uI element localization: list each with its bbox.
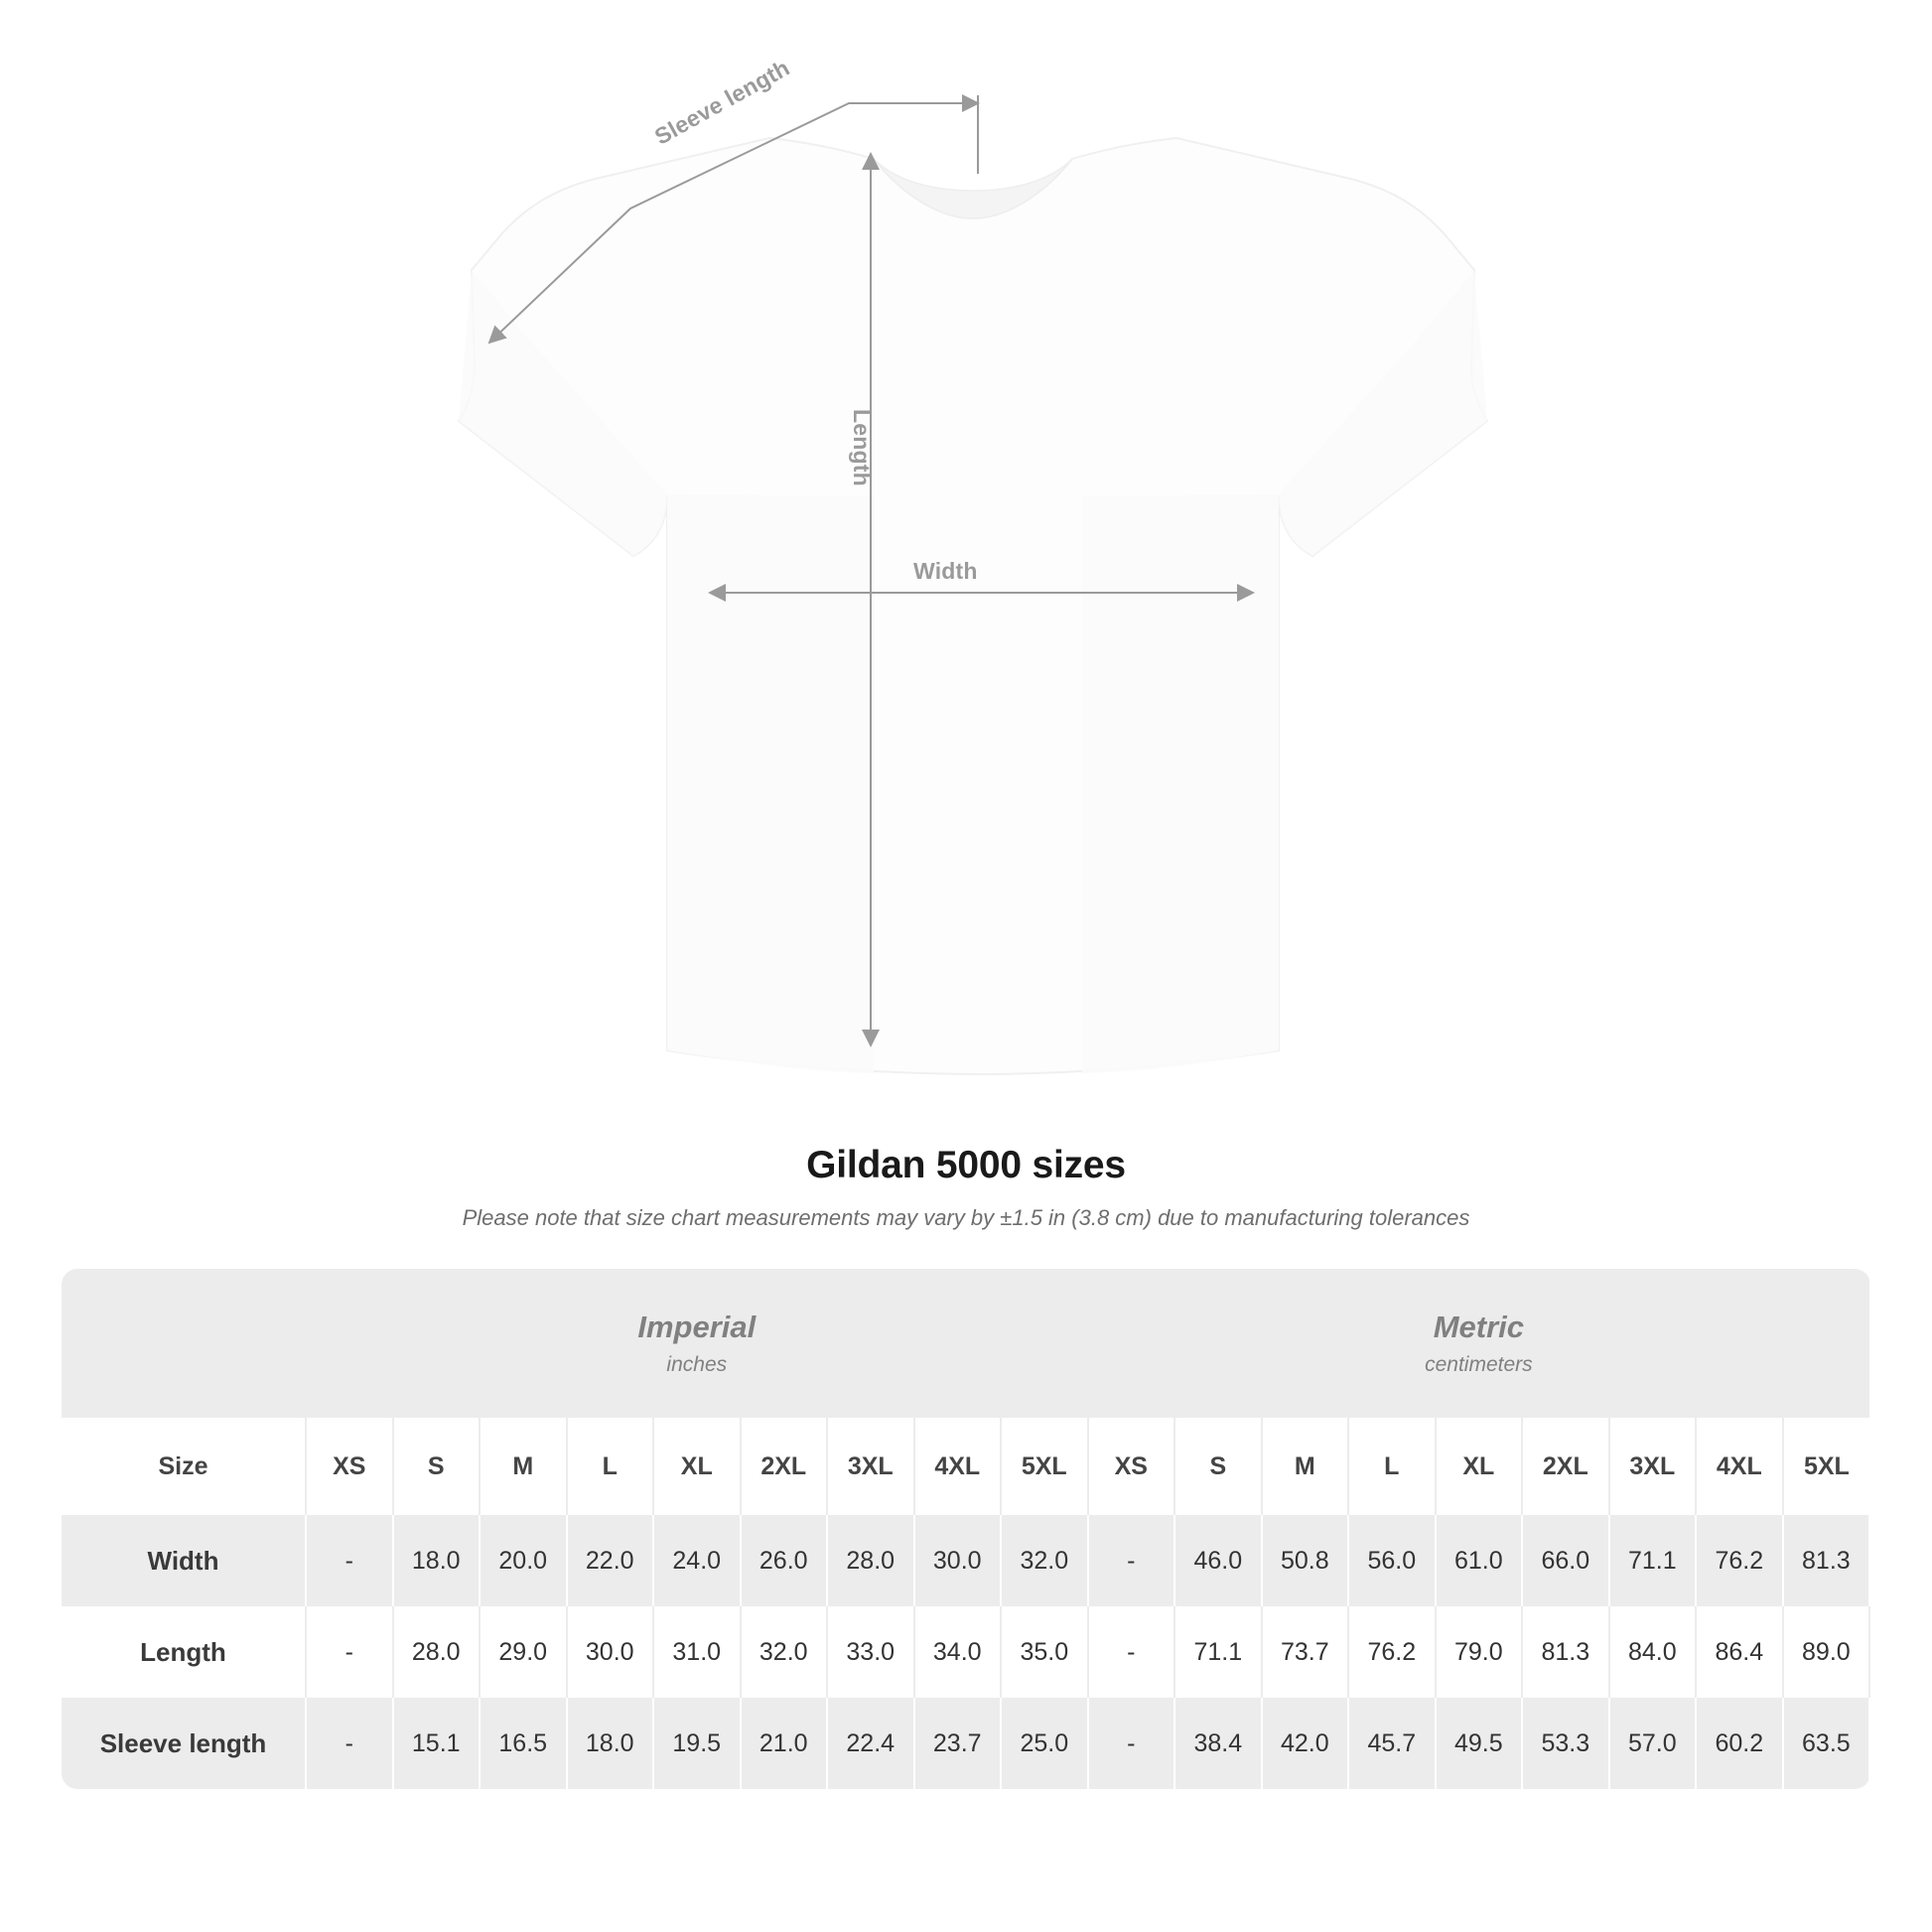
unit-header-imperial (306, 1269, 1088, 1418)
size-header-cell: L (567, 1418, 654, 1515)
measurement-cell: 84.0 (1609, 1606, 1697, 1698)
size-header-cell: M (480, 1418, 567, 1515)
measurement-cell: 24.0 (653, 1515, 741, 1606)
measurement-cell: - (1088, 1606, 1175, 1698)
measurement-cell: 61.0 (1436, 1515, 1523, 1606)
measurement-cell: 19.5 (653, 1698, 741, 1789)
measurement-cell: 26.0 (741, 1515, 828, 1606)
unit-subtitle: centimeters (1425, 1353, 1533, 1376)
measurement-cell: 81.3 (1783, 1515, 1870, 1606)
measurement-cell: - (1088, 1515, 1175, 1606)
measurement-cell: 42.0 (1262, 1698, 1349, 1789)
measurement-cell: 56.0 (1348, 1515, 1436, 1606)
measurement-cell: 22.4 (827, 1698, 914, 1789)
measurement-cell: 28.0 (827, 1515, 914, 1606)
measurement-cell: 71.1 (1609, 1515, 1697, 1606)
row-label: Length (62, 1606, 306, 1698)
measurement-cell: 71.1 (1174, 1606, 1262, 1698)
table-row (62, 1698, 1869, 1789)
measurement-cell: 38.4 (1174, 1698, 1262, 1789)
size-header-label: Size (62, 1418, 306, 1515)
measurement-cell: 66.0 (1522, 1515, 1609, 1606)
measurement-cell: 32.0 (1001, 1515, 1088, 1606)
measurement-cell: 53.3 (1522, 1698, 1609, 1789)
unit-header-metric (1088, 1269, 1870, 1418)
measurement-cell: - (306, 1698, 393, 1789)
row-label: Width (62, 1515, 306, 1606)
measurement-cell: 49.5 (1436, 1698, 1523, 1789)
measurement-cell: 18.0 (567, 1698, 654, 1789)
measurement-cell: 21.0 (741, 1698, 828, 1789)
measurement-cell: 22.0 (567, 1515, 654, 1606)
unit-name: Metric (1433, 1310, 1525, 1344)
table-corner-cell (62, 1269, 306, 1418)
measurement-cell: 31.0 (653, 1606, 741, 1698)
measurement-cell: 63.5 (1783, 1698, 1870, 1789)
size-table-wrapper (62, 1269, 1870, 1789)
measurement-cell: 79.0 (1436, 1606, 1523, 1698)
size-header-cell: S (393, 1418, 481, 1515)
unit-header-row (62, 1269, 1869, 1418)
measurement-cell: 15.1 (393, 1698, 481, 1789)
size-header-cell: XS (1088, 1418, 1175, 1515)
size-header-cell: 3XL (827, 1418, 914, 1515)
size-header-cell: M (1262, 1418, 1349, 1515)
measurement-cell: 76.2 (1348, 1606, 1436, 1698)
size-header-cell: XL (1436, 1418, 1523, 1515)
sleeve-length-label: Sleeve length (650, 54, 794, 150)
tolerance-note: Please note that size chart measurements may vary by ±1.5 in (3.8 cm) due to manufacturing tolerances (462, 1205, 1470, 1230)
tshirt-shape (459, 138, 1487, 1074)
unit-name: Imperial (637, 1310, 757, 1344)
size-header-row (62, 1418, 1869, 1515)
measurement-cell: 25.0 (1001, 1698, 1088, 1789)
measurement-cell: 30.0 (567, 1606, 654, 1698)
size-header-cell: 5XL (1783, 1418, 1870, 1515)
size-header-cell: 5XL (1001, 1418, 1088, 1515)
measurement-cell: 89.0 (1783, 1606, 1870, 1698)
size-header-cell: L (1348, 1418, 1436, 1515)
measurement-cell: 86.4 (1696, 1606, 1783, 1698)
measurement-cell: 32.0 (741, 1606, 828, 1698)
measurement-cell: - (306, 1606, 393, 1698)
table-row (62, 1515, 1869, 1606)
measurement-cell: 46.0 (1174, 1515, 1262, 1606)
unit-subtitle: inches (666, 1353, 728, 1376)
size-header-cell: XS (306, 1418, 393, 1515)
measurement-cell: - (306, 1515, 393, 1606)
measurement-cell: 20.0 (480, 1515, 567, 1606)
measurement-cell: 57.0 (1609, 1698, 1697, 1789)
size-table (62, 1269, 1870, 1789)
measurement-cell: - (1088, 1698, 1175, 1789)
measurement-cell: 81.3 (1522, 1606, 1609, 1698)
table-row (62, 1606, 1869, 1698)
length-label: Length (849, 409, 875, 486)
measurement-cell: 16.5 (480, 1698, 567, 1789)
measurement-cell: 60.2 (1696, 1698, 1783, 1789)
size-header-cell: 2XL (741, 1418, 828, 1515)
measurement-cell: 35.0 (1001, 1606, 1088, 1698)
measurement-cell: 30.0 (914, 1515, 1002, 1606)
size-header-cell: 3XL (1609, 1418, 1697, 1515)
measurement-cell: 28.0 (393, 1606, 481, 1698)
measurement-cell: 33.0 (827, 1606, 914, 1698)
size-header-cell: 2XL (1522, 1418, 1609, 1515)
measurement-cell: 34.0 (914, 1606, 1002, 1698)
size-header-cell: 4XL (914, 1418, 1002, 1515)
page-title: Gildan 5000 sizes (806, 1144, 1126, 1186)
measurement-cell: 23.7 (914, 1698, 1002, 1789)
width-label: Width (913, 558, 978, 584)
size-header-cell: XL (653, 1418, 741, 1515)
measurement-cell: 45.7 (1348, 1698, 1436, 1789)
measurement-cell: 73.7 (1262, 1606, 1349, 1698)
measurement-cell: 18.0 (393, 1515, 481, 1606)
row-label: Sleeve length (62, 1698, 306, 1789)
size-header-cell: 4XL (1696, 1418, 1783, 1515)
measurement-cell: 29.0 (480, 1606, 567, 1698)
measurement-cell: 76.2 (1696, 1515, 1783, 1606)
measurement-cell: 50.8 (1262, 1515, 1349, 1606)
chart-heading (0, 1144, 1932, 1231)
size-header-cell: S (1174, 1418, 1262, 1515)
